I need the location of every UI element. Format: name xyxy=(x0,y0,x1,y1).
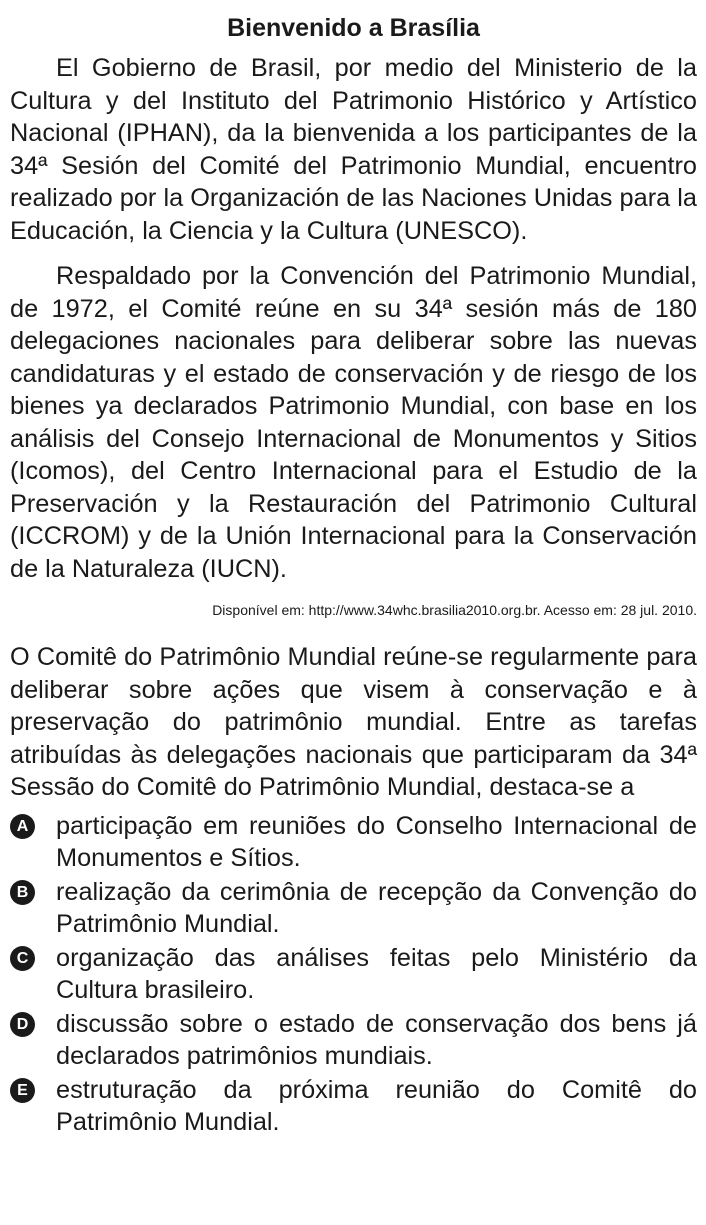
option-a-text: participação em reuniões do Conselho Internacional de Monumentos e Sítios. xyxy=(56,811,697,872)
source-citation: Disponível em: http://www.34whc.brasilia2010.org.br. Acesso em: 28 jul. 2010. xyxy=(212,602,697,618)
option-letter-a-badge: A xyxy=(10,814,35,839)
answer-option-d[interactable] xyxy=(10,1008,697,1073)
option-b-text: realização da cerimônia de recepção da Convenção do Patrimônio Mundial. xyxy=(56,877,697,938)
option-letter-b-badge: B xyxy=(10,880,35,905)
option-d-text: discussão sobre o estado de conservação dos bens já declarados patrimônios mundiais. xyxy=(56,1009,697,1070)
answer-option-c[interactable] xyxy=(10,942,697,1007)
answer-option-b[interactable] xyxy=(10,876,697,941)
text-paragraph-1: El Gobierno de Brasil, por medio del Ministerio de la Cultura y del Instituto del Patrimonio Histórico y Artístico Nacional (IPHAN), da la bienvenida a los participantes de la 34ª Sesión del Comité del Patrimonio Mundial, encuentro realizado por la Organización de las Naciones Unidas para la Educación, la Ciencia y la Cultura (UNESCO). xyxy=(10,54,697,245)
text-title: Bienvenido a Brasília xyxy=(227,14,480,42)
option-letter-e-badge: E xyxy=(10,1078,35,1103)
question-stem: O Comitê do Patrimônio Mundial reúne-se regularmente para deliberar sobre ações que visem à conservação e à preservação do patrimônio mundial. Entre as tarefas atribuídas às delegações nacionais que participaram da 34ª Sessão do Comitê do Patrimônio Mundial, destaca-se a xyxy=(10,643,697,801)
option-e-text: estruturação da próxima reunião do Comitê do Patrimônio Mundial. xyxy=(56,1075,697,1136)
option-c-text: organização das análises feitas pelo Ministério da Cultura brasileiro. xyxy=(56,943,697,1004)
answer-option-e[interactable] xyxy=(10,1074,697,1139)
option-letter-d-badge: D xyxy=(10,1012,35,1037)
option-letter-c-badge: C xyxy=(10,946,35,971)
answer-options xyxy=(10,810,697,1139)
answer-option-a[interactable] xyxy=(10,810,697,875)
text-paragraph-2: Respaldado por la Convención del Patrimonio Mundial, de 1972, el Comité reúne en su 34ª sesión más de 180 delegaciones nacionales para deliberar sobre las nuevas candidaturas y el estado de conservación y de riesgo de los bienes ya declarados Patrimonio Mundial, con base en los análisis del Consejo Internacional de Monumentos y Sitios (Icomos), del Centro Internacional para el Estudio de la Preservación y la Restauración del Patrimonio Cultural (ICCROM) y de la Unión Internacional para la Conservación de la Naturaleza (IUCN). xyxy=(10,262,697,583)
